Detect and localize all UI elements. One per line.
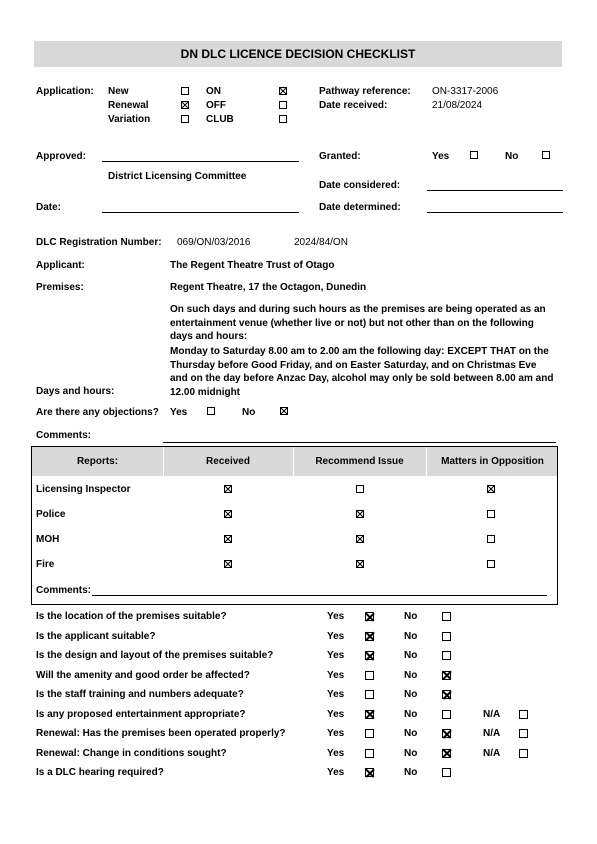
report-row-name: Fire	[36, 559, 55, 570]
report-row-name: MOH	[36, 534, 60, 545]
question-yes-label: Yes	[327, 630, 345, 642]
question-yes-label: Yes	[327, 669, 345, 681]
question-no-label: No	[404, 630, 418, 642]
question-na-label: N/A	[483, 708, 501, 720]
granted-yes-label: Yes	[432, 151, 450, 162]
date-considered-label: Date considered:	[319, 180, 401, 191]
report-opposition-checkbox[interactable]	[487, 535, 495, 543]
question-yes-checkbox[interactable]	[365, 768, 374, 777]
premises-value: Regent Theatre, 17 the Octagon, Dunedin	[170, 282, 367, 293]
granted-label: Granted:	[319, 151, 361, 162]
report-received-checkbox[interactable]	[224, 485, 232, 493]
question-no-label: No	[404, 728, 418, 739]
question-text: Is the staff training and numbers adequate?	[36, 689, 244, 700]
question-no-label: No	[404, 747, 418, 759]
objections-label: Are there any objections?	[36, 407, 159, 418]
question-yes-checkbox[interactable]	[365, 729, 374, 738]
report-opposition-checkbox[interactable]	[487, 510, 495, 518]
objections-yes-checkbox[interactable]	[207, 407, 215, 415]
report-row-name: Police	[36, 509, 66, 520]
dlc-registration-number: 069/ON/03/2016	[177, 237, 251, 248]
date-label: Date:	[36, 202, 62, 213]
question-yes-checkbox[interactable]	[365, 710, 374, 719]
approved-label: Approved:	[36, 151, 86, 162]
application-type-checkbox[interactable]	[181, 101, 189, 109]
reports-comments-line[interactable]	[92, 595, 547, 596]
applicant-label: Applicant:	[36, 260, 85, 271]
question-yes-checkbox[interactable]	[365, 612, 374, 621]
days-hours-label: Days and hours:	[36, 386, 115, 397]
question-no-checkbox[interactable]	[442, 651, 451, 660]
question-yes-label: Yes	[327, 650, 345, 661]
premises-label: Premises:	[36, 282, 84, 293]
date-received-label: Date received:	[319, 100, 388, 111]
page-title: DN DLC LICENCE DECISION CHECKLIST	[34, 41, 562, 67]
date-line[interactable]	[102, 212, 299, 213]
question-no-checkbox[interactable]	[442, 632, 451, 641]
question-text: Is the location of the premises suitable?	[36, 611, 227, 622]
comments-label: Comments:	[36, 430, 92, 441]
question-yes-checkbox[interactable]	[365, 632, 374, 641]
question-yes-label: Yes	[327, 689, 345, 700]
question-na-label: N/A	[483, 747, 501, 759]
question-yes-label: Yes	[327, 728, 345, 739]
applicant-value: The Regent Theatre Trust of Otago	[170, 260, 335, 271]
report-recommend-checkbox[interactable]	[356, 535, 364, 543]
question-no-label: No	[404, 611, 418, 622]
question-yes-label: Yes	[327, 611, 345, 622]
question-yes-label: Yes	[327, 708, 345, 720]
dlc-registration-ref: 2024/84/ON	[294, 237, 348, 248]
application-type-checkbox[interactable]	[181, 115, 189, 123]
objections-no-checkbox[interactable]	[280, 407, 288, 415]
question-no-checkbox[interactable]	[442, 729, 451, 738]
question-yes-label: Yes	[327, 747, 345, 759]
granted-no-label: No	[505, 151, 519, 162]
reports-header	[32, 447, 557, 476]
application-type-checkbox[interactable]	[181, 87, 189, 95]
objections-yes-label: Yes	[170, 407, 188, 418]
reports-header-name: Reports:	[76, 456, 119, 467]
question-no-checkbox[interactable]	[442, 749, 451, 758]
question-no-label: No	[404, 708, 418, 720]
date-determined-line[interactable]	[427, 212, 563, 213]
report-received-checkbox[interactable]	[224, 510, 232, 518]
reports-header-opposition: Matters in Opposition	[441, 456, 544, 467]
date-received-value: 21/08/2024	[432, 100, 483, 111]
reports-table	[31, 446, 558, 605]
reports-comments-label: Comments:	[36, 585, 92, 596]
application-type-label: New	[108, 86, 129, 97]
question-na-label: N/A	[483, 728, 501, 739]
question-na-checkbox[interactable]	[519, 710, 528, 719]
application-type-label: Renewal	[108, 100, 149, 111]
licence-class-label: CLUB	[206, 114, 234, 125]
pathway-reference-value: ON-3317-2006	[432, 86, 499, 97]
question-na-checkbox[interactable]	[519, 749, 528, 758]
question-no-checkbox[interactable]	[442, 710, 451, 719]
licence-class-label: OFF	[206, 100, 226, 111]
licence-class-checkbox[interactable]	[279, 87, 287, 95]
question-yes-checkbox[interactable]	[365, 651, 374, 660]
question-yes-checkbox[interactable]	[365, 690, 374, 699]
question-text: Renewal: Has the premises been operated properly?	[36, 728, 286, 739]
pathway-reference-label: Pathway reference:	[319, 86, 411, 97]
licence-class-checkbox[interactable]	[279, 101, 287, 109]
date-considered-line[interactable]	[427, 190, 563, 191]
question-no-label: No	[404, 767, 418, 778]
question-no-label: No	[404, 650, 418, 661]
report-received-checkbox[interactable]	[224, 560, 232, 568]
granted-yes-checkbox[interactable]	[470, 151, 478, 159]
reports-header-received: Received	[206, 456, 250, 467]
date-determined-label: Date determined:	[319, 202, 401, 213]
comments-line[interactable]	[163, 442, 556, 443]
question-yes-checkbox[interactable]	[365, 671, 374, 680]
granted-no-checkbox[interactable]	[542, 151, 550, 159]
dlc-registration-label: DLC Registration Number:	[36, 237, 162, 248]
licence-class-label: ON	[206, 86, 221, 97]
days-hours-para2: Monday to Saturday 8.00 am to 2.00 am the following day: EXCEPT THAT on the Thursday before Good Friday, and on Easter Saturday, and on Christmas Eve and on the day before Anzac Day, alcohol may only be sold between 8.00 am and 12.00 midnight	[170, 346, 554, 398]
question-no-label: No	[404, 689, 418, 700]
report-recommend-checkbox[interactable]	[356, 510, 364, 518]
question-yes-label: Yes	[327, 767, 345, 778]
report-recommend-checkbox[interactable]	[356, 485, 364, 493]
days-hours-para1: On such days and during such hours as the premises are being operated as an entertainment venue (whether live or not) but not other than on the following days and hours:	[170, 304, 546, 342]
question-na-checkbox[interactable]	[519, 729, 528, 738]
question-text: Is any proposed entertainment appropriate?	[36, 708, 246, 720]
report-opposition-checkbox[interactable]	[487, 560, 495, 568]
question-no-checkbox[interactable]	[442, 612, 451, 621]
committee-text: District Licensing Committee	[108, 171, 247, 182]
question-text: Is a DLC hearing required?	[36, 767, 164, 778]
question-yes-checkbox[interactable]	[365, 749, 374, 758]
question-text: Is the design and layout of the premises suitable?	[36, 650, 274, 661]
question-text: Is the applicant suitable?	[36, 630, 156, 642]
question-text: Will the amenity and good order be affected?	[36, 669, 250, 681]
approved-line[interactable]	[102, 161, 299, 162]
question-no-checkbox[interactable]	[442, 690, 451, 699]
question-no-checkbox[interactable]	[442, 671, 451, 680]
question-text: Renewal: Change in conditions sought?	[36, 747, 227, 759]
report-opposition-checkbox[interactable]	[487, 485, 495, 493]
application-label: Application:	[36, 86, 94, 97]
report-received-checkbox[interactable]	[224, 535, 232, 543]
question-no-checkbox[interactable]	[442, 768, 451, 777]
report-recommend-checkbox[interactable]	[356, 560, 364, 568]
application-type-label: Variation	[108, 114, 151, 125]
reports-header-recommend: Recommend Issue	[315, 456, 404, 467]
question-no-label: No	[404, 669, 418, 681]
objections-no-label: No	[242, 407, 256, 418]
licence-class-checkbox[interactable]	[279, 115, 287, 123]
report-row-name: Licensing Inspector	[36, 484, 131, 495]
